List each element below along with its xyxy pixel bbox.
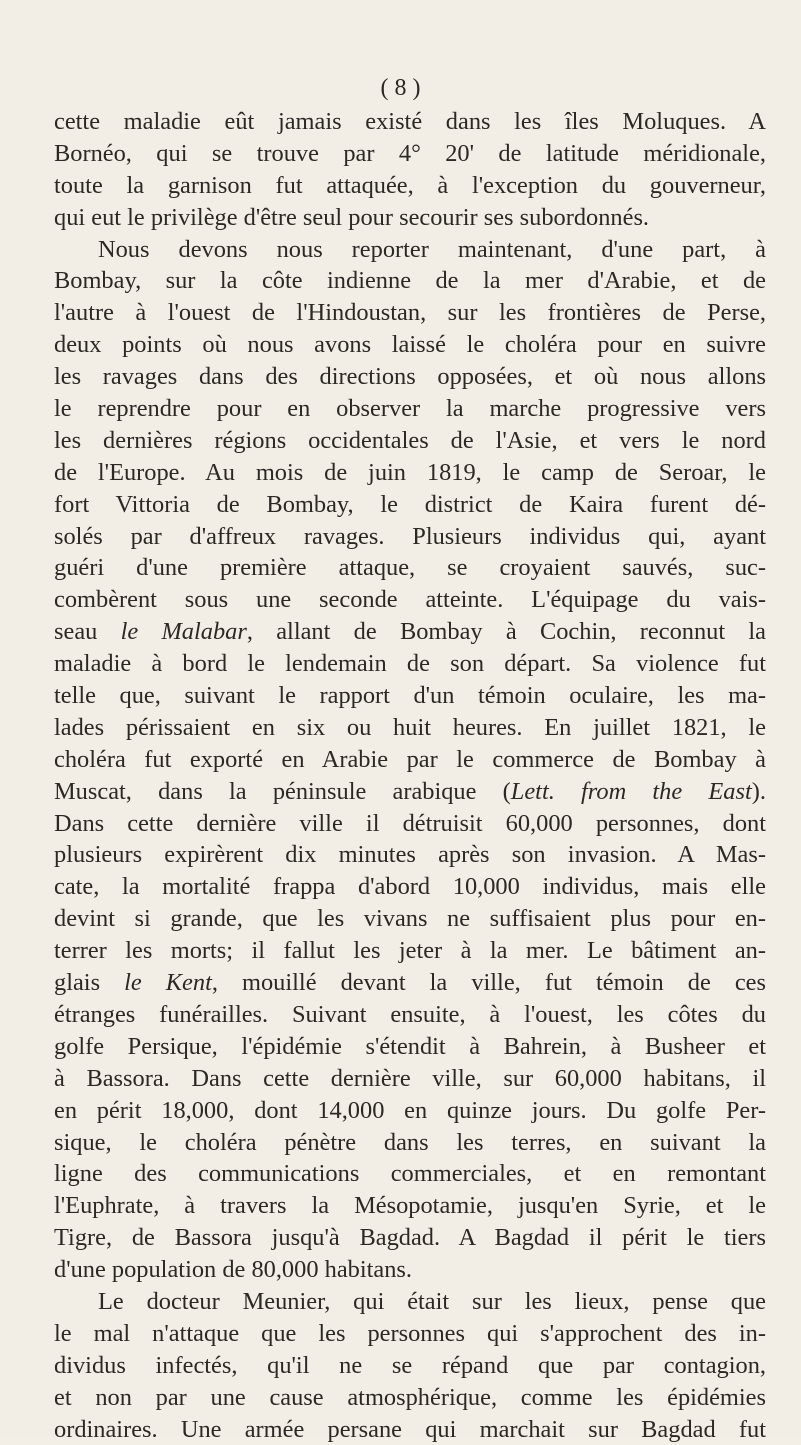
text-line: sique, le choléra pénètre dans les terres, en suivant la — [54, 1128, 766, 1156]
paragraph-start-line: Nous devons nous reporter maintenant, d'une part, à — [98, 235, 766, 263]
text-line: le mal n'attaque que les personnes qui s'approchent des in- — [54, 1319, 766, 1347]
text-line: Bornéo, qui se trouve par 4° 20' de latitude méridionale, — [54, 139, 766, 167]
text-line: toute la garnison fut attaquée, à l'exception du gouverneur, — [54, 171, 766, 199]
text-line: glais le Kent, mouillé devant la ville, fut témoin de ces — [54, 969, 766, 997]
text-line: seau le Malabar, allant de Bombay à Cochin, reconnut la — [54, 618, 766, 646]
text-line: d'une population de 80,000 habitans. — [54, 1256, 412, 1284]
text-line: l'autre à l'ouest de l'Hindoustan, sur les frontières de Perse, — [54, 299, 766, 327]
text-line: Tigre, de Bassora jusqu'à Bagdad. A Bagdad il périt le tiers — [54, 1224, 766, 1252]
text-line: cate, la mortalité frappa d'abord 10,000 individus, mais elle — [54, 873, 766, 901]
body-text — [54, 106, 766, 1445]
text-line: ordinaires. Une armée persane qui marchait sur Bagdad fut — [54, 1415, 766, 1443]
text-line: cette maladie eût jamais existé dans les îles Moluques. A — [54, 108, 766, 135]
text-line: lades périssaient en six ou huit heures. En juillet 1821, le — [54, 713, 766, 741]
text-line: les dernières régions occidentales de l'Asie, et vers le nord — [54, 426, 766, 454]
text-line: et non par une cause atmosphérique, comme les épidémies — [54, 1383, 766, 1411]
text-line: maladie à bord le lendemain de son départ. Sa violence fut — [54, 650, 766, 678]
text-line: ligne des communications commerciales, et en remontant — [54, 1160, 766, 1188]
text-line: solés par d'affreux ravages. Plusieurs individus qui, ayant — [54, 522, 766, 550]
text-line: étranges funérailles. Suivant ensuite, à l'ouest, les côtes du — [54, 1000, 766, 1028]
text-line: choléra fut exporté en Arabie par le commerce de Bombay à — [54, 745, 766, 773]
text-line: devint si grande, que les vivans ne suffisaient plus pour en- — [54, 905, 766, 933]
text-line: terrer les morts; il fallut les jeter à la mer. Le bâtiment an- — [54, 937, 766, 965]
text-line: l'Euphrate, à travers la Mésopotamie, jusqu'en Syrie, et le — [54, 1192, 766, 1220]
text-line: le reprendre pour en observer la marche progressive vers — [54, 395, 766, 423]
text-line: fort Vittoria de Bombay, le district de Kaira furent dé- — [54, 490, 766, 518]
text-line: deux points où nous avons laissé le choléra pour en suivre — [54, 331, 766, 359]
text-line: à Bassora. Dans cette dernière ville, sur 60,000 habitans, il — [54, 1064, 766, 1092]
text-line: de l'Europe. Au mois de juin 1819, le camp de Seroar, le — [54, 458, 766, 486]
text-line: guéri d'une première attaque, se croyaient sauvés, suc- — [54, 554, 766, 582]
text-line: en périt 18,000, dont 14,000 en quinze jours. Du golfe Per- — [54, 1096, 766, 1124]
text-line: golfe Persique, l'épidémie s'étendit à Bahrein, à Busheer et — [54, 1032, 766, 1060]
text-line: les ravages dans des directions opposées, et où nous allons — [54, 363, 766, 391]
paragraph-start-line: Le docteur Meunier, qui était sur les lieux, pense que — [98, 1287, 766, 1315]
text-line: qui eut le privilège d'être seul pour secourir ses subordonnés. — [54, 203, 650, 231]
text-line: dividus infectés, qu'il ne se répand que par contagion, — [54, 1351, 766, 1379]
text-line: Bombay, sur la côte indienne de la mer d'Arabie, et de — [54, 267, 766, 295]
text-line: Muscat, dans la péninsule arabique (Lett. from the East). — [54, 777, 766, 805]
text-line: Dans cette dernière ville il détruisit 60,000 personnes, dont — [54, 809, 766, 837]
text-line: plusieurs expirèrent dix minutes après son invasion. A Mas- — [54, 841, 766, 869]
page-number: ( 8 ) — [380, 75, 421, 101]
text-line: combèrent sous une seconde atteinte. L'équipage du vais- — [54, 586, 766, 614]
text-line: telle que, suivant le rapport d'un témoin oculaire, les ma- — [54, 682, 766, 710]
